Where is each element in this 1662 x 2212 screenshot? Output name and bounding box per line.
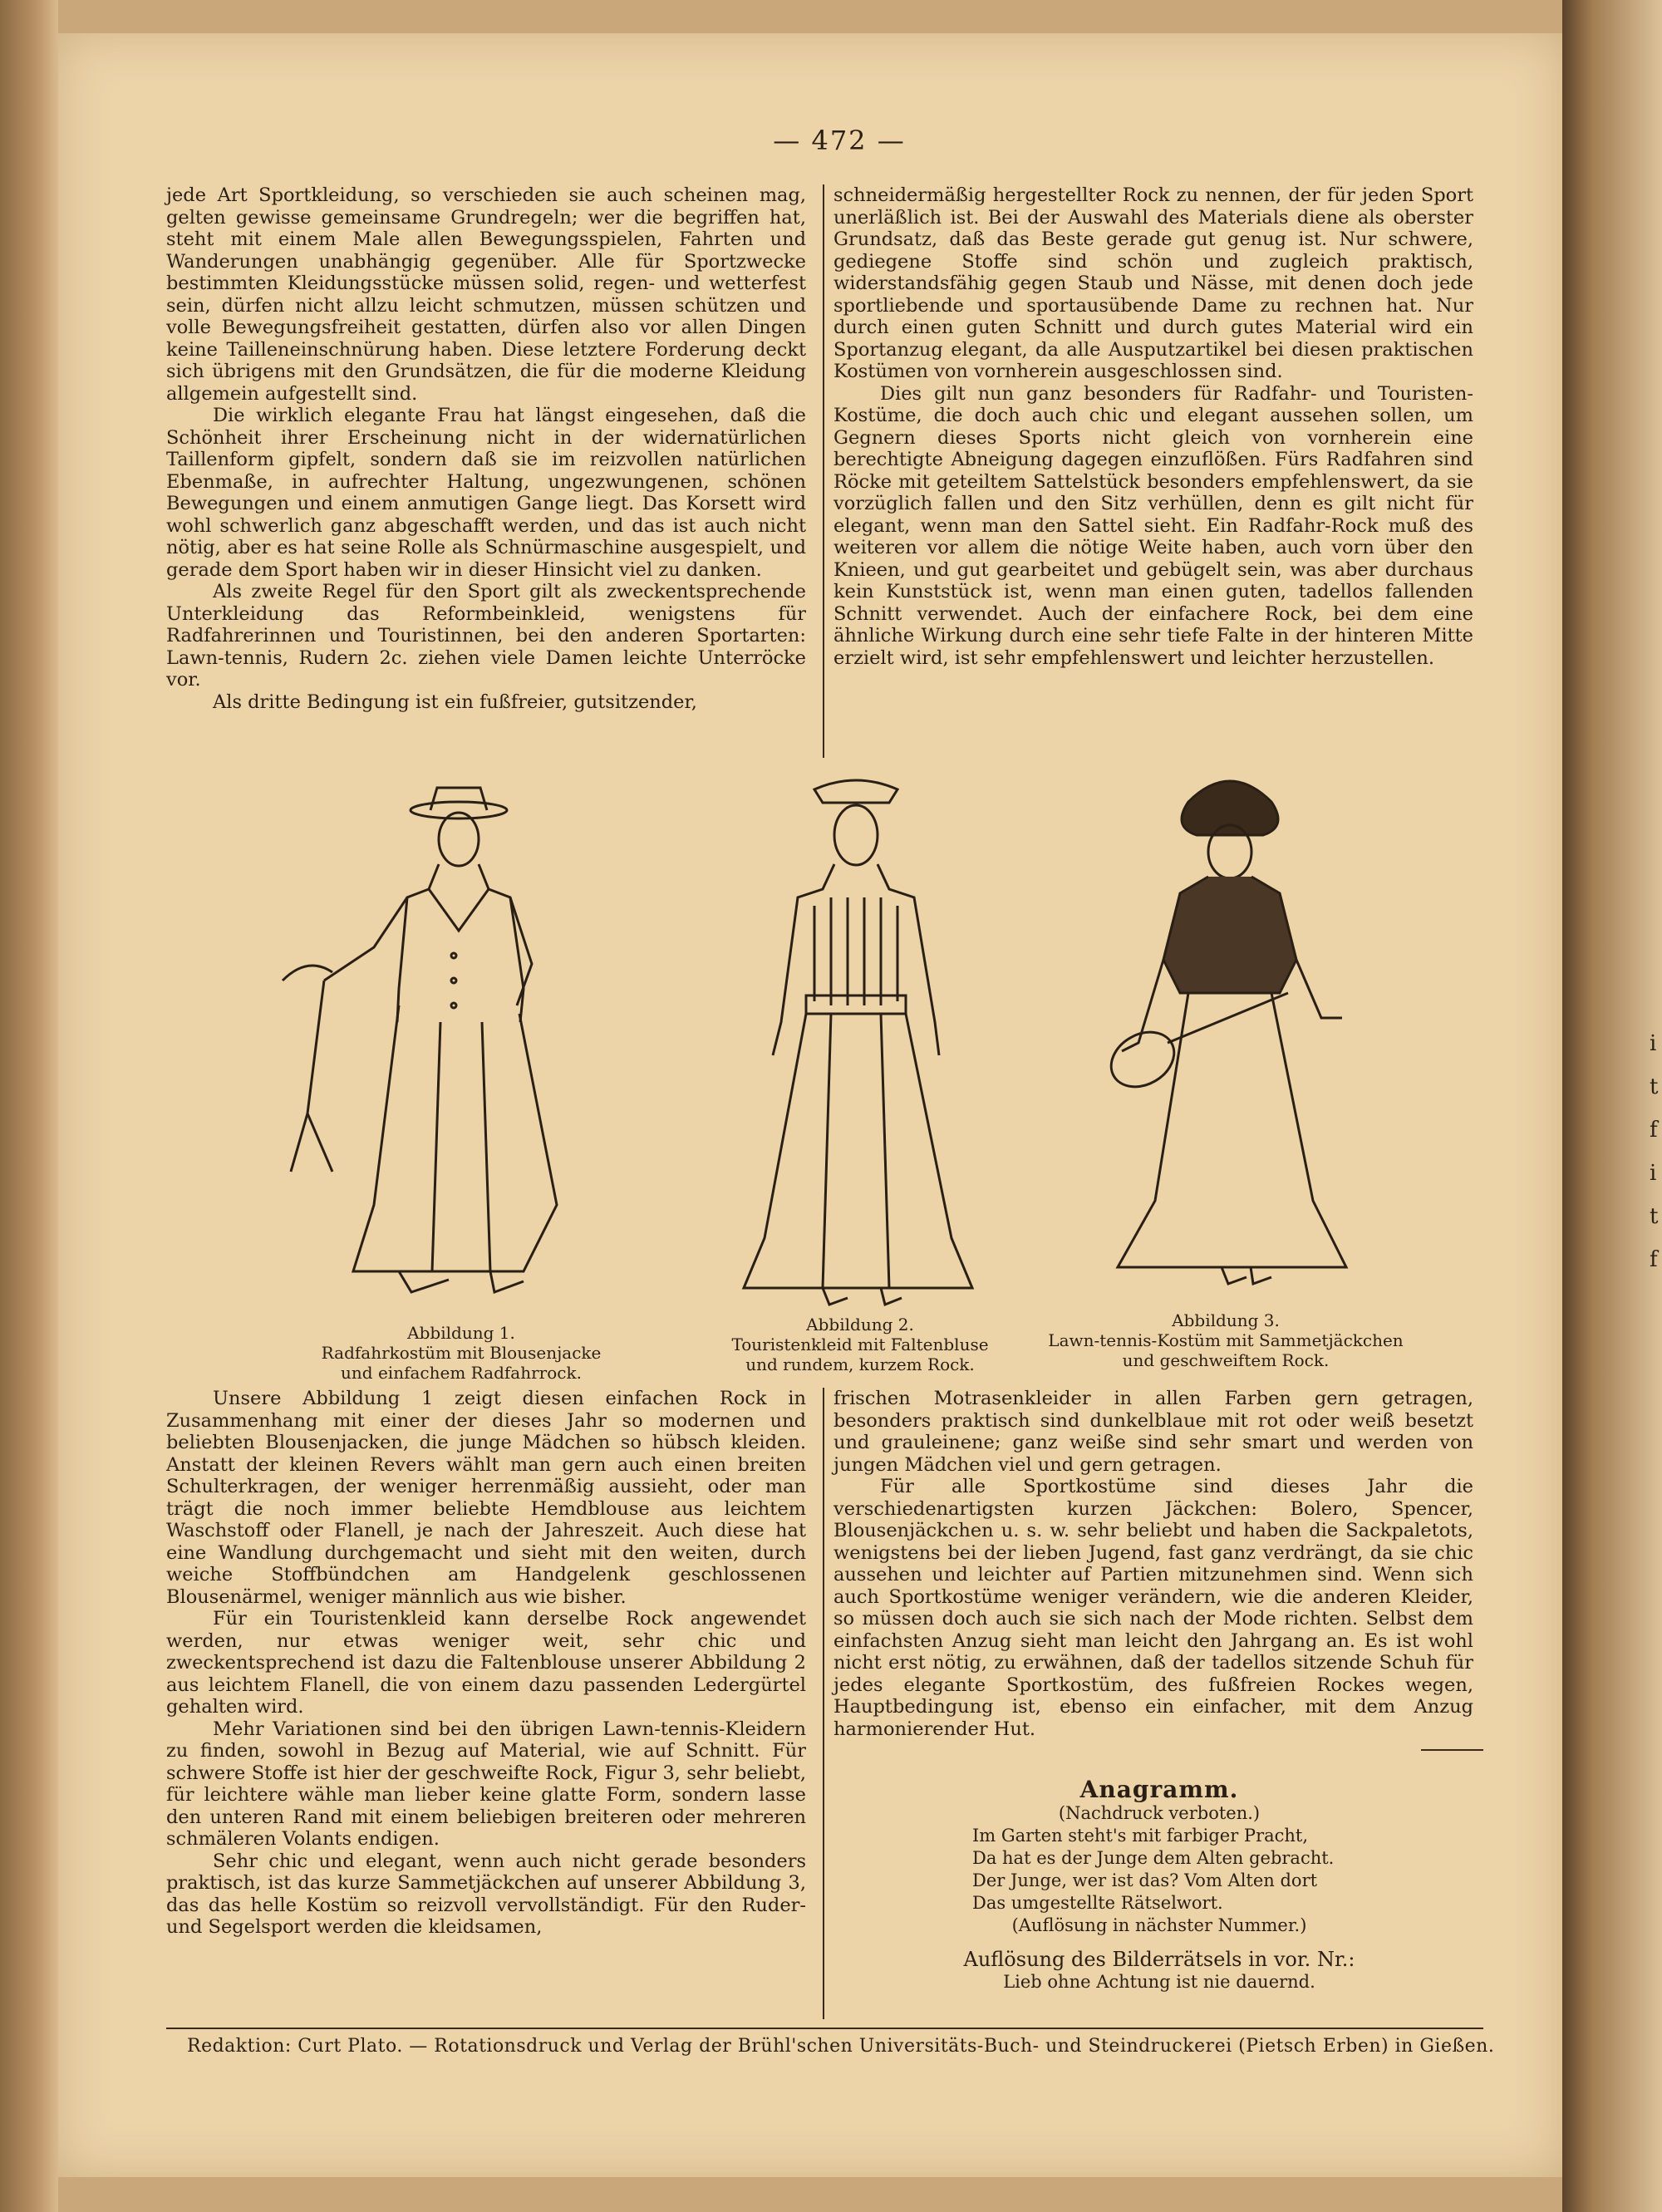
anagram-note: (Nachdruck verboten.) xyxy=(1058,1803,1261,1823)
paragraph: Sehr chic und elegant, wenn auch nicht gerade besonders praktisch, ist das kurze Sammetjäckchen auf unserer Abbildung 3, das das helle Kostüm so reizvoll vervollständigt. Für den Ruder- und Segelsport werden die kleidsamen, xyxy=(166,1850,806,1938)
adjacent-page-letters: i t f i t f xyxy=(1650,1031,1659,1272)
paragraph: Die wirklich elegante Frau hat längst eingesehen, daß die Schönheit ihrer Erscheinung nicht in der widernatürlichen Taillenform gipfelt, sondern daß sie im reizvollen natürlichen Ebenmaße, in aufrechter Haltung, ungezwungenen, schönen Bewegungen und einem anmutigen Gange liegt. Das Korsett wird wohl schwerlich ganz abgeschafft werden, und das ist auch nicht nötig, aber es hat seine Rolle als Schnürmaschine ausgespielt, und gerade dem Sport haben wir in dieser Hinsicht viel zu danken. xyxy=(166,405,806,581)
figure-label: Abbildung 2. xyxy=(806,1315,914,1335)
anagram-verse-line: Da hat es der Junge dem Alten gebracht. xyxy=(972,1848,1335,1868)
paragraph: frischen Motrasenkleider in allen Farben gern getragen, besonders praktisch sind dunkelblaue mit rot oder weiß besetzt und grauleinene; ganz weiße sind sehr smart und werden von jungen Mädchen viel und gern getragen. xyxy=(833,1388,1473,1476)
column-right-top xyxy=(833,184,1473,669)
figure-2-caption xyxy=(702,1315,1018,1374)
paragraph: Unsere Abbildung 1 zeigt diesen einfachen Rock in Zusammenhang mit einer der dieses Jahr so modernen und beliebten Blousenjacken, die junge Mädchen so hübsch kleiden. Anstatt der kleinen Revers wählt man gern auch einen breiten Schulterkragen, der weniger herrenmäßig aussieht, oder man trägt die noch immer beliebte Hemdblouse aus leichtem Waschstoff oder Flanell, je nach der Jahreszeit. Auch diese hat eine Wandlung durchgemacht und sieht mit den weiten, durch weiche Stoffbündchen am Handgelenk geschlossenen Blousenärmel, weniger männlich aus wie bisher. xyxy=(166,1388,806,1608)
figure-description: Touristenkleid mit Faltenbluse xyxy=(731,1335,989,1354)
column-right-bottom xyxy=(833,1388,1473,1740)
paragraph: jede Art Sportkleidung, so verschieden sie auch scheinen mag, gelten gewisse gemeinsame Grundregeln; wer die begriffen hat, steht mit einem Male allen Bewegungsspielen, Fahrten und Wanderungen unabhängig gegenüber. Alle für Sportzwecke bestimmten Kleidungsstücke müssen solid, regen- und wetterfest sein, dürfen nicht allzu leicht schmutzen, müssen schützen und volle Bewegungsfreiheit gestatten, dürfen also vor allen Dingen keine Tailleneinschnürung haben. Diese letztere Forderung deckt sich übrigens mit den Grundsätzen, die für die moderne Kleidung allgemein aufgestellt sind. xyxy=(166,184,806,405)
figure-1-caption xyxy=(287,1323,636,1383)
paragraph: Für ein Touristenkleid kann derselbe Rock angewendet werden, nur etwas weniger weit, sehr chic und zweckentsprechend ist dazu die Faltenblouse unserer Abbildung 2 aus leichtem Flanell, die von einem dazu passenden Ledergürtel gehalten wird. xyxy=(166,1608,806,1718)
page-number: — 472 — xyxy=(773,125,906,156)
paragraph: Für alle Sportkostüme sind dieses Jahr die verschiedenartigsten kurzen Jäckchen: Bolero, Spencer, Blousenjäckchen u. s. w. sehr beliebt und haben die Sackpaletots, wenigstens bei der lieben Jugend, fast ganz verdrängt, da sie chic aussehen und leichter auf Partien mitzunehmen sind. Wenn sich auch Sportkostüme weniger verändern, wie die anderen Kleider, so müssen doch auch sie sich nach der Mode richten. Selbst dem einfachsten Anzug sieht man leicht den Jahrgang an. Es ist wohl nicht erst nötig, zu erwähnen, daß der tadellos sitzende Schuh für jedes elegante Sportkostüm, des fußfreien Rockes wegen, Hauptbedingung ist, ebenso ein einfacher, mit dem Anzug harmonierender Hut. xyxy=(833,1476,1473,1740)
figure-description: Radfahrkostüm mit Blousenjacke xyxy=(321,1343,602,1363)
figure-description: und geschweiftem Rock. xyxy=(1122,1350,1330,1370)
book-binding xyxy=(0,0,58,2212)
imprint-footer: Redaktion: Curt Plato. — Rotationsdruck und Verlag der Brühl'schen Universitäts-Buch- und Steindruckerei (Pietsch Erben) in Gießen. xyxy=(187,2036,1495,2057)
figure-label: Abbildung 1. xyxy=(407,1323,515,1343)
solution-text: Lieb ohne Achtung ist nie dauernd. xyxy=(1003,1972,1315,1992)
anagram-verse-line: Im Garten steht's mit farbiger Pracht, xyxy=(972,1826,1309,1846)
footer-rule xyxy=(166,2028,1483,2029)
column-left-top xyxy=(166,184,806,713)
anagram-verse-line: Der Junge, wer ist das? Vom Alten dort xyxy=(972,1870,1318,1890)
next-page-edge xyxy=(1562,0,1662,2212)
column-divider-top xyxy=(823,184,824,758)
paragraph: Mehr Variationen sind bei den übrigen Lawn-tennis-Kleidern zu finden, sowohl in Bezug auf Material, wie auf Schnitt. Für schwere Stoffe ist hier der geschweifte Rock, Figur 3, sehr beliebt, für leichtere wähle man lieber keine glatte Form, sondern lasse den unteren Rand mit einem beliebigen breiteren oder mehreren schmäleren Volants endigen. xyxy=(166,1718,806,1850)
column-divider-bottom xyxy=(823,1388,824,2019)
figure-2-illustration xyxy=(731,773,981,1313)
anagram-title: Anagramm. xyxy=(1079,1776,1239,1803)
figure-description: und rundem, kurzem Rock. xyxy=(745,1354,975,1374)
end-rule xyxy=(1421,1749,1483,1751)
paragraph: schneidermäßig hergestellter Rock zu nennen, der für jeden Sport unerläßlich ist. Bei der Auswahl des Materials diene als oberster Grundsatz, daß das Beste gerade gut genug ist. Nur schwere, gediegene Stoffe sind schön und zugleich praktisch, widerstandsfähig gegen Staub und Nässe, mit denen doch jede sportliebende und sportausübende Dame zu rechnen hat. Nur durch einen guten Schnitt und durch gutes Material wird ein Sportanzug elegant, da alle Ausputzartikel bei diesen praktischen Kostümen von vornherein ausgeschlossen sind. xyxy=(833,184,1473,382)
figure-3-illustration xyxy=(1105,769,1355,1309)
figure-1-illustration xyxy=(274,773,640,1321)
paragraph: Dies gilt nun ganz besonders für Radfahr- und Touristen-Kostüme, die doch auch chic und elegant aussehen sollen, um Gegnern dieses Sports nicht gleich von vornherein eine berechtigte Abneigung dagegen einzuflößen. Fürs Radfahren sind Röcke mit geteiltem Sattelstück besonders empfehlenswert, da sie vorzüglich fallen und den Sitz verhüllen, denn es gilt nicht für elegant, wenn man den Sattel sieht. Ein Radfahr-Rock muß des weiteren vor allem die nötige Weite haben, auch vorn über den Knieen, und gut gearbeitet und gebügelt sein, was aber durchaus kein Kunststück ist, wenn man einen guten, tadellos fallenden Schnitt verwendet. Auch der einfachere Rock, bei dem eine ähnliche Wirkung durch eine sehr tiefe Falte in der hinteren Mitte erzielt wird, ist sehr empfehlenswert und leichter herzustellen. xyxy=(833,382,1473,669)
figure-3-caption xyxy=(1043,1310,1409,1370)
figure-description: Lawn-tennis-Kostüm mit Sammetjäckchen xyxy=(1048,1330,1404,1350)
figure-label: Abbildung 3. xyxy=(1172,1310,1280,1330)
column-left-bottom xyxy=(166,1388,806,1939)
paragraph: Als zweite Regel für den Sport gilt als zweckentsprechende Unterkleidung das Reformbeinkleid, wenigstens für Radfahrerinnen und Touristinnen, bei den anderen Sportarten: Lawn-tennis, Rudern 2c. ziehen viele Damen leichte Unterröcke vor. xyxy=(166,581,806,691)
anagram-resolution-note: (Auflösung in nächster Nummer.) xyxy=(1011,1915,1307,1935)
anagram-box xyxy=(839,1778,1479,1993)
figure-description: und einfachem Radfahrrock. xyxy=(341,1363,582,1383)
paragraph: Als dritte Bedingung ist ein fußfreier, gutsitzender, xyxy=(213,691,697,713)
solution-heading: Auflösung des Bilderrätsels in vor. Nr.: xyxy=(963,1948,1355,1971)
anagram-verse-line: Das umgestellte Rätselwort. xyxy=(972,1893,1223,1913)
